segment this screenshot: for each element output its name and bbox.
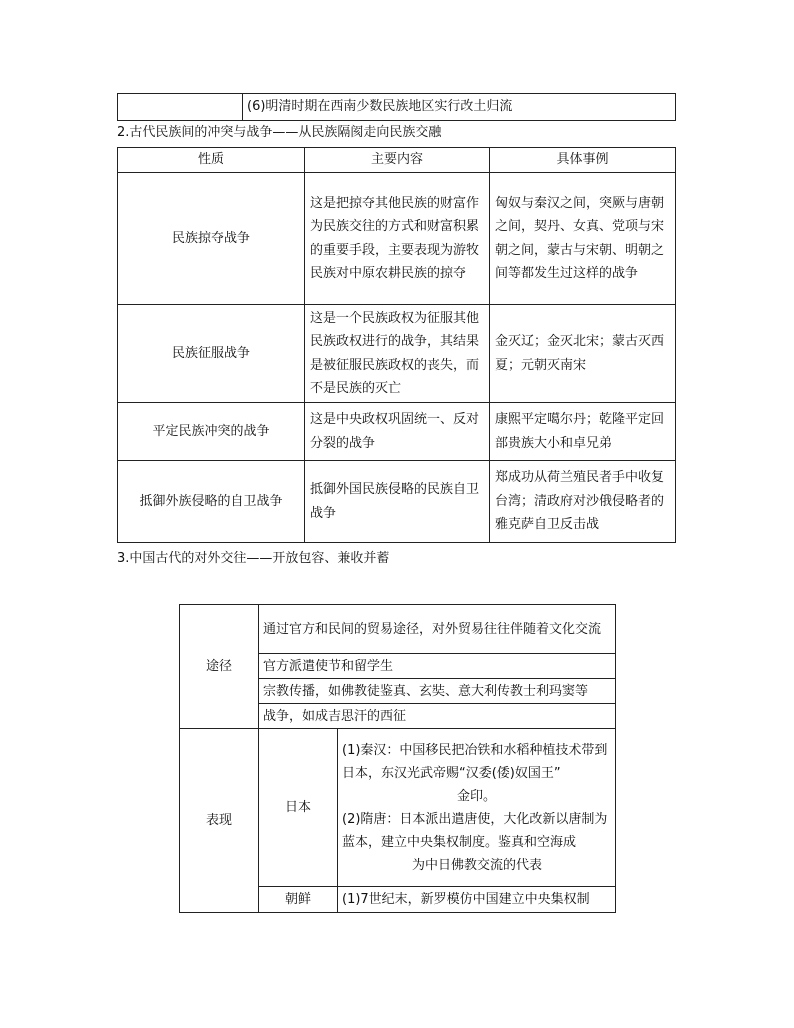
column-header-content: 主要内容 [305,148,490,173]
table-row [118,403,676,461]
war-types-table [117,147,676,543]
continued-item: (6)明清时期在西南少数民族地区实行改土归流 [243,94,676,121]
table-row [118,94,676,121]
war-content: 这是中央政权巩固统一、反对分裂的战争 [305,403,490,461]
route-item: 宗教传播，如佛教徒鉴真、玄奘、意大利传教士利玛窦等 [259,679,616,704]
korea-point-1: (1)7世纪末，新罗模仿中国建立中央集权制 [338,887,616,913]
route-label: 途径 [180,605,259,729]
war-nature: 抵御外族侵略的自卫战争 [118,461,305,543]
foreign-exchange-table [179,604,616,913]
japan-point-1-tail: 金印。 [457,788,497,804]
section-2-heading: 2.古代民族间的冲突与战争——从民族隔阂走向民族交融 [117,125,442,140]
war-examples: 匈奴与秦汉之间，突厥与唐朝之间，契丹、女真、党项与宋朝之间，蒙古与宋朝、明朝之间等都发生过这样的战争 [490,173,676,305]
table-row [118,305,676,403]
route-item: 战争，如成吉思汗的西征 [259,704,616,729]
section-3-heading: 3.中国古代的对外交往——开放包容、兼收并蓄 [117,551,390,566]
table-row [180,605,616,654]
performance-label: 表现 [180,729,259,913]
empty-cell [118,94,243,121]
column-header-nature: 性质 [118,148,305,173]
country-korea: 朝鲜 [259,887,338,913]
country-japan: 日本 [259,729,338,887]
war-examples: 郑成功从荷兰殖民者手中收复台湾；清政府对沙俄侵略者的雅克萨自卫反击战 [490,461,676,543]
table-row [118,173,676,305]
war-examples: 康熙平定噶尔丹；乾隆平定回部贵族大小和卓兄弟 [490,403,676,461]
table-row [180,729,616,887]
japan-point-2: (2)隋唐：日本派出遣唐使，大化改新以唐制为蓝本，建立中央集权制度。鉴真和空海成 [342,811,608,850]
table-header-row [118,148,676,173]
war-nature: 民族征服战争 [118,305,305,403]
war-content: 抵御外国民族侵略的民族自卫战争 [305,461,490,543]
route-item: 官方派遣使节和留学生 [259,654,616,679]
route-item: 通过官方和民间的贸易途径，对外贸易往往伴随着文化交流 [259,605,616,654]
war-content: 这是把掠夺其他民族的财富作为民族交往的方式和财富积累的重要手段，主要表现为游牧民族对中原农耕民族的掠夺 [305,173,490,305]
continued-table [117,93,676,121]
war-nature: 民族掠夺战争 [118,173,305,305]
column-header-examples: 具体事例 [490,148,676,173]
war-nature: 平定民族冲突的战争 [118,403,305,461]
war-content: 这是一个民族政权为征服其他民族政权进行的战争，其结果是被征服民族政权的丧失，而不是民族的灭亡 [305,305,490,403]
war-examples: 金灭辽；金灭北宋；蒙古灭西夏；元朝灭南宋 [490,305,676,403]
japan-point-2-tail: 为中日佛教交流的代表 [412,857,543,873]
japan-exchange [338,729,616,887]
japan-point-1: (1)秦汉：中国移民把冶铁和水稻种植技术带到日本，东汉光武帝赐“汉委(倭)奴国王” [342,742,608,781]
table-row [118,461,676,543]
